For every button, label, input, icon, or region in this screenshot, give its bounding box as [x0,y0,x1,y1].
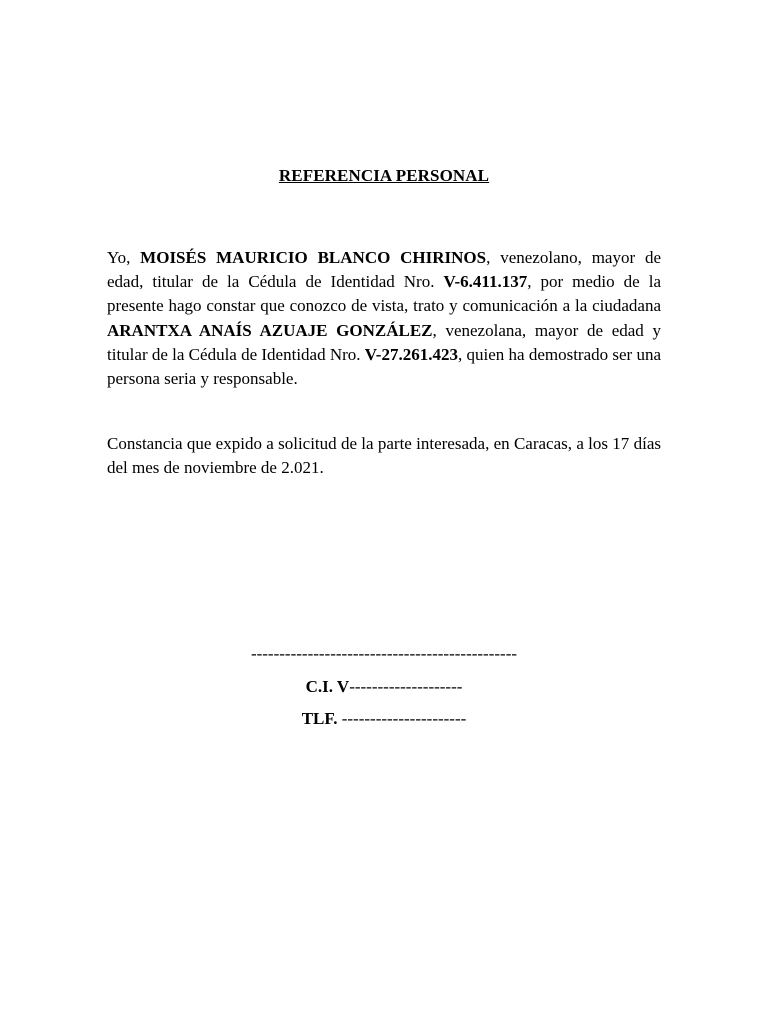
id-field [0,675,768,699]
constancy-paragraph: Constancia que expido a solicitud de la parte interesada, en Caracas, a los 17 días del mes de noviembre de 2.021. [107,434,661,478]
phone-field [0,707,768,731]
id-blank: -------------------- [349,677,463,696]
reference-paragraph [107,246,661,391]
id-label: C.I. V [305,677,350,696]
referrer-id: V-6.411.137 [443,272,528,292]
phone-blank: ---------------------- [337,709,467,728]
text-closing: , quien ha demostrado ser una persona seria y responsable. [107,344,662,389]
text-referee-details: , venezolana, mayor de edad y titular de la Cédula de Identidad Nro. [107,320,661,364]
referee-id: V-27.261.423 [364,344,458,364]
referrer-name: MOISÉS MAURICIO BLANCO CHIRINOS [140,248,487,267]
text-intro: Yo, [107,248,141,267]
signature-line: ----------------------------------------------- [250,644,518,663]
phone-label: TLF. [301,709,338,728]
document-title: REFERENCIA PERSONAL [278,166,490,185]
referee-name: ARANTXA ANAÍS AZUAJE GONZÁLEZ [107,320,433,340]
text-referrer-details: , venezolano, mayor de edad, titular de la Cédula de Identidad Nro. [107,248,662,292]
text-statement: , por medio de la presente hago constar que conozco de vista, trato y comunicación a la ciudadana [107,272,661,316]
signature-block [0,642,768,731]
